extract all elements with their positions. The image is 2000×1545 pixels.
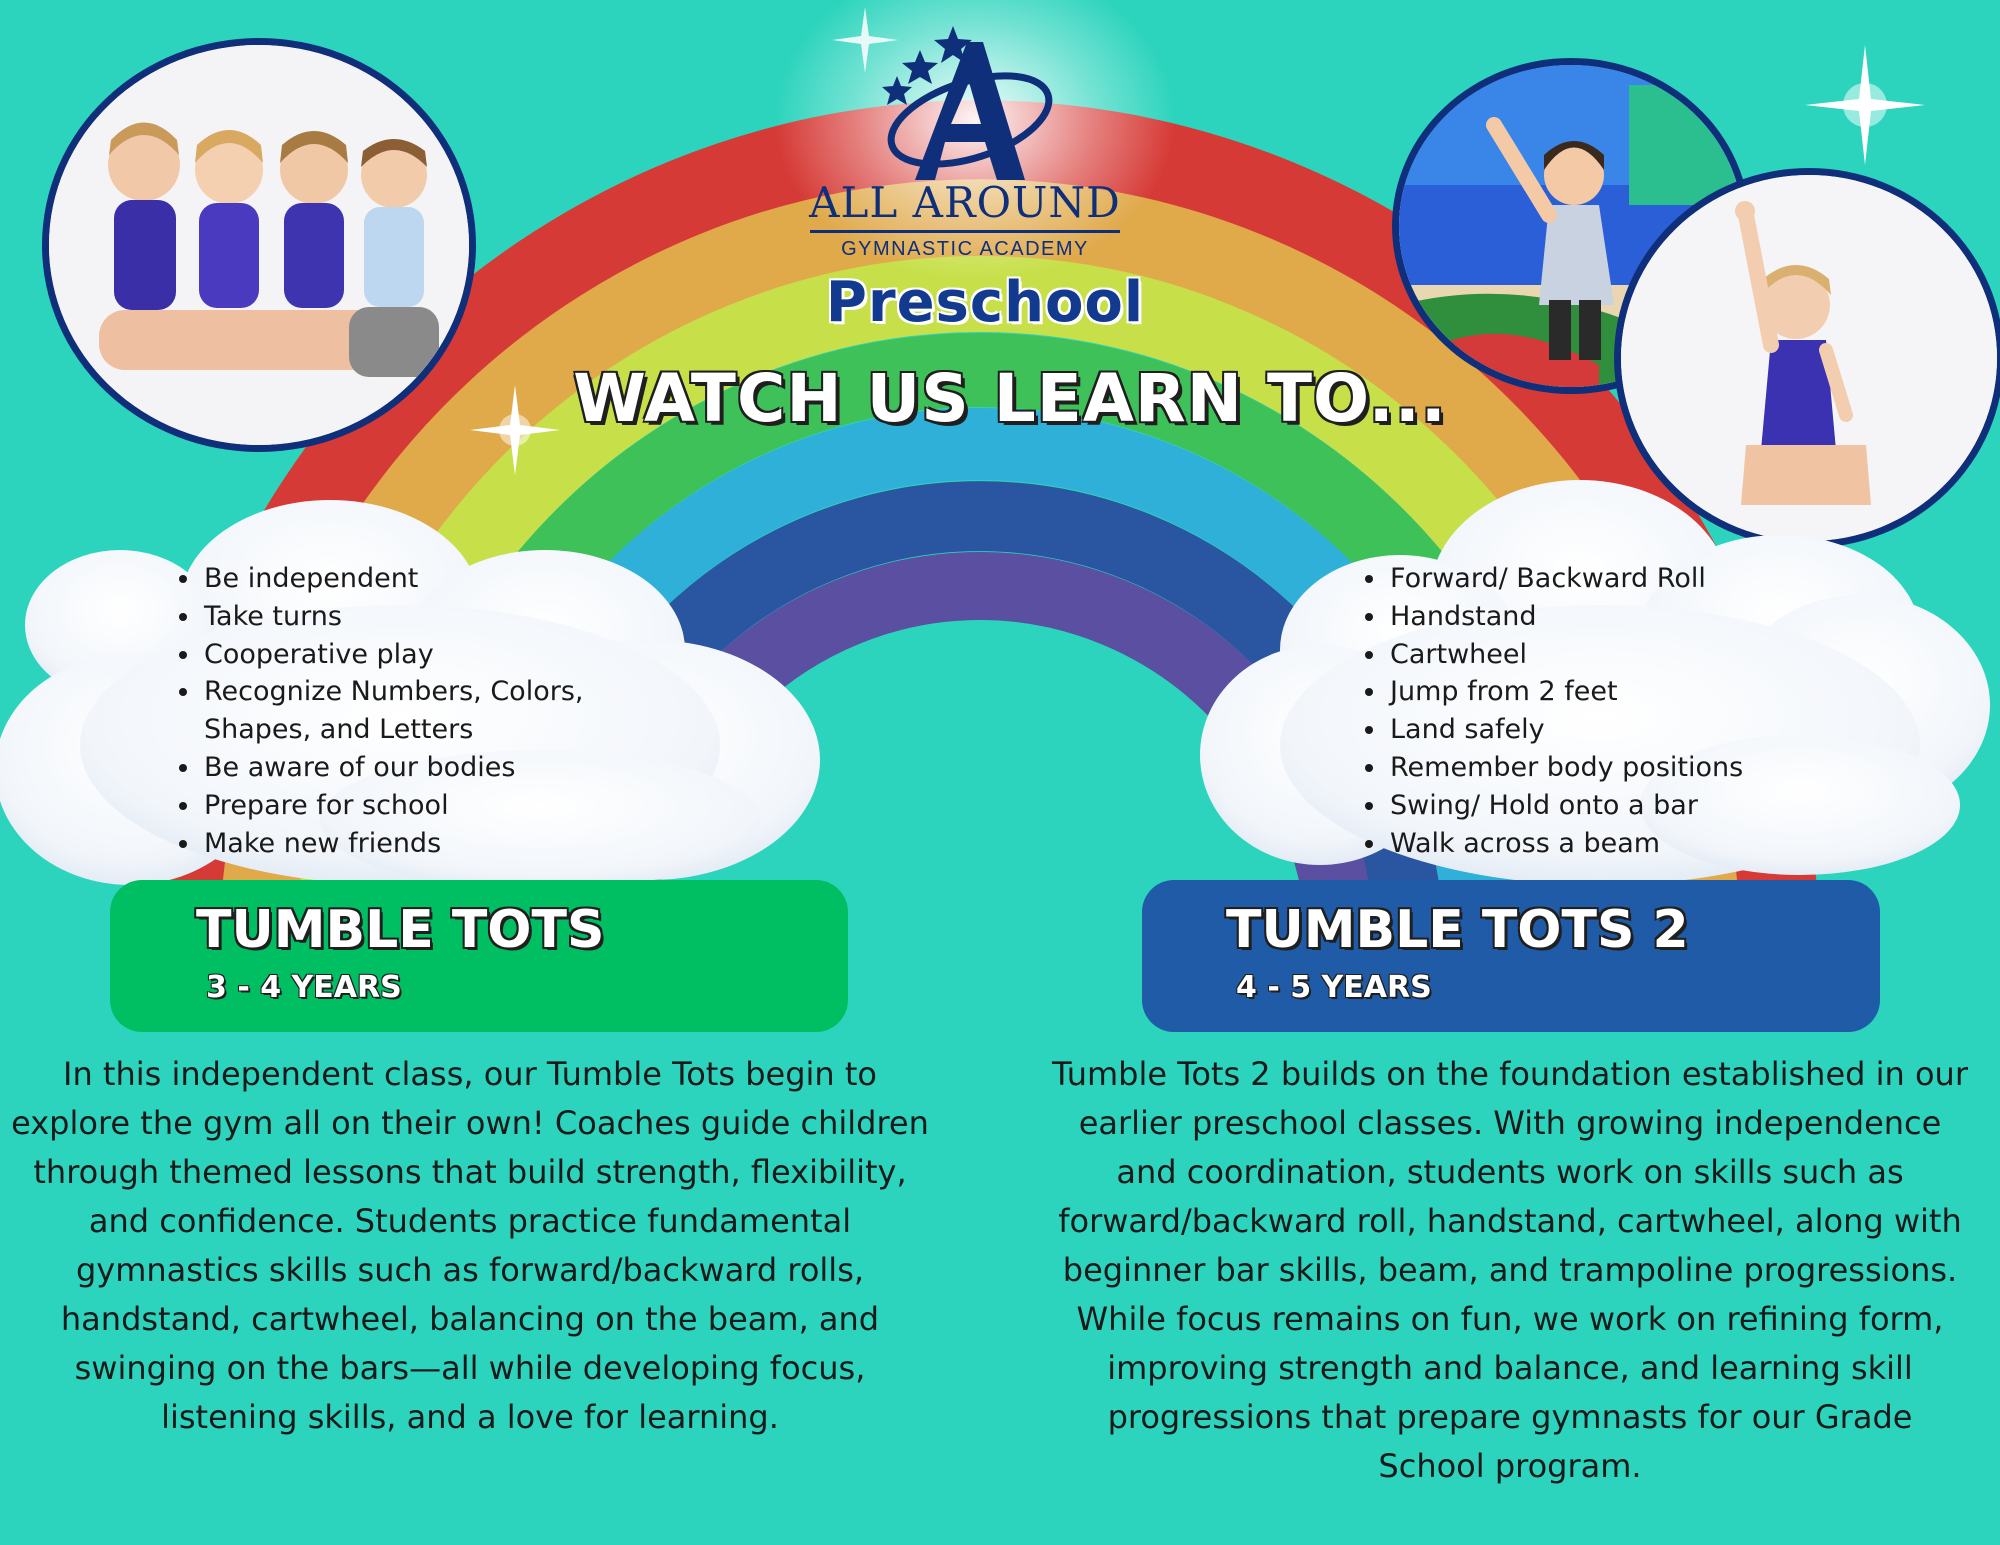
- list-item: • Cartwheel: [1388, 636, 1908, 674]
- class-ages: 4 - 5 YEARS: [1236, 970, 1432, 1005]
- logo-a-icon: [875, 20, 1055, 190]
- list-item: • Make new friends: [202, 825, 662, 863]
- list-item: • Swing/ Hold onto a bar: [1388, 787, 1908, 825]
- list-item: • Jump from 2 feet: [1388, 673, 1908, 711]
- brand-name: ALL AROUND: [809, 178, 1121, 227]
- class-ages: 3 - 4 YEARS: [206, 970, 402, 1005]
- list-item: • Be independent: [202, 560, 662, 598]
- headline: WATCH US LEARN TO...: [573, 360, 1447, 437]
- list-item: • Handstand: [1388, 598, 1908, 636]
- tumble-tots-2-description: Tumble Tots 2 builds on the foundation established in our earlier preschool classes. With growing independence and coordination, students work on skills such as forward/backward roll, handstand, cartwheel, along with beginner bar skills, beam, and trampoline progressions. While focus remains on fun, we work on refining form, improving strength and balance, and learning skill progressions that prepare gymnasts for our Grade School program.: [1052, 1055, 1968, 1485]
- list-item: • Land safely: [1388, 711, 1908, 749]
- gymnastics-skills-list: [1346, 560, 1908, 862]
- list-item: • Forward/ Backward Roll: [1388, 560, 1908, 598]
- sparkle-icon: [1800, 40, 1930, 170]
- list-item: • Cooperative play: [202, 636, 662, 674]
- group-of-children-photo: [42, 38, 476, 452]
- list-item: • Take turns: [202, 598, 662, 636]
- list-item: • Recognize Numbers, Colors, Shapes, and Letters: [202, 673, 662, 749]
- list-item: • Prepare for school: [202, 787, 662, 825]
- logo-divider: [810, 230, 1120, 233]
- tumble-tots-description: In this independent class, our Tumble Tots begin to explore the gym all on their own! Coaches guide children through themed lessons that build strength, flexibility, and confidence. Students practice fundamental gymnastics skills such as forward/backward rolls, handstand, cartwheel, balancing on the beam, and swinging on the bars—all while developing focus, listening skills, and a love for learning.: [11, 1055, 929, 1436]
- class-title: TUMBLE TOTS 2: [1226, 900, 1689, 960]
- brand-logo: [800, 20, 1130, 261]
- program-title: Preschool: [825, 270, 1145, 335]
- list-item: • Remember body positions: [1388, 749, 1908, 787]
- brand-subtitle: GYMNASTIC ACADEMY: [841, 238, 1089, 260]
- social-skills-list: [160, 560, 662, 862]
- list-item: • Walk across a beam: [1388, 825, 1908, 863]
- class-title: TUMBLE TOTS: [196, 900, 605, 960]
- list-item: • Be aware of our bodies: [202, 749, 662, 787]
